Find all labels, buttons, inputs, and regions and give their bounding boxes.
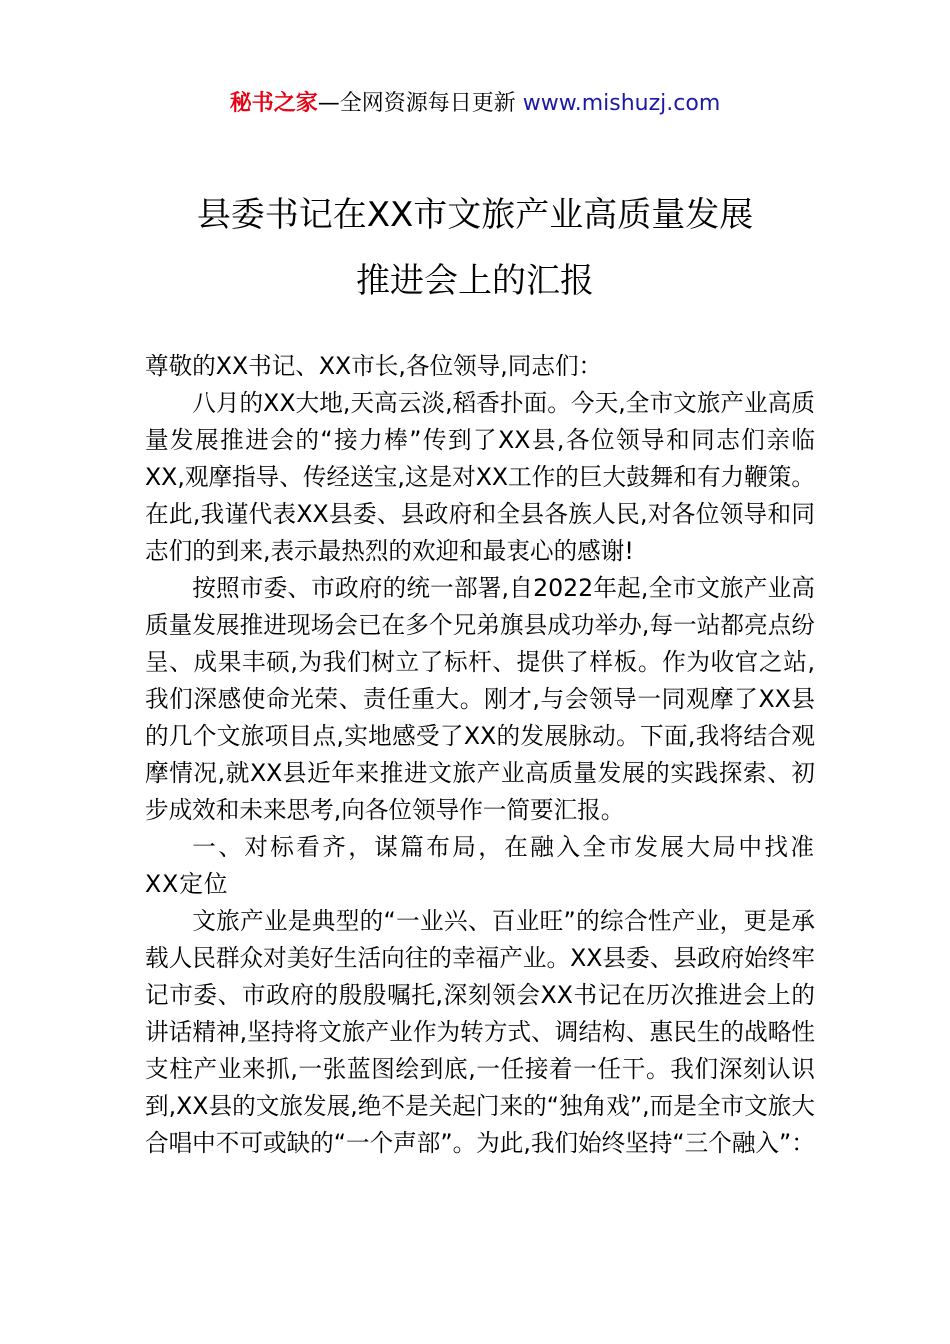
salutation: 尊敬的XX书记、XX市长,各位领导,同志们： — [145, 352, 603, 380]
paragraph-opening: 八月的XX大地,天高云淡,稻香扑面。今天,全市文旅产业高质量发展推进会的“接力棒”传到了XX县,各位领导和同志们亲临XX,观摩指导、传经送宝,这是对XX工作的巨大鼓舞和有力鞭策。在此,我谨代表XX县委、县政府和全县各族人民,对各位领导和同志们的到来,表示最热烈的欢迎和最衷心的感谢! — [145, 389, 815, 565]
document-title-line-1: 县委书记在XX市文旅产业高质量发展 — [196, 195, 754, 235]
brand-name: 秘书之家 — [229, 91, 318, 116]
section-heading: 一、对标看齐，谋篇布局，在融入全市发展大局中找准XX定位 — [145, 833, 815, 898]
document-body — [145, 348, 815, 1162]
document-title-line-2: 推进会上的汇报 — [356, 261, 594, 301]
paragraph-section-one: 文旅产业是典型的“一业兴、百业旺”的综合性产业，更是承载人民群众对美好生活向往的幸福产业。XX县委、县政府始终牢记市委、市政府的殷殷嘱托,深刻领会XX书记在历次推进会上的讲话精神,坚持将文旅产业作为转方式、调结构、惠民生的战略性支柱产业来抓,一张蓝图绘到底,一任接着一任干。我们深刻认识到,XX县的文旅发展,绝不是关起门来的“独角戏”,而是全市文旅大合唱中不可或缺的“一个声部”。为此,我们始终坚持“三个融入”： — [145, 907, 815, 1157]
paragraph-context: 按照市委、市政府的统一部署,自2022年起,全市文旅产业高质量发展推进现场会已在多个兄弟旗县成功举办,每一站都亮点纷呈、成果丰硕,为我们树立了标杆、提供了样板。作为收官之站,我们深感使命光荣、责任重大。刚才,与会领导一同观摩了XX县的几个文旅项目点,实地感受了XX的发展脉动。下面,我将结合观摩情况,就XX县近年来推进文旅产业高质量发展的实践探索、初步成效和未来思考,向各位领导作一简要汇报。 — [145, 574, 815, 824]
header-slogan: —全网资源每日更新 — [317, 91, 516, 116]
site-url-link[interactable]: www.mishuzj.com — [522, 91, 721, 116]
site-header — [0, 86, 950, 122]
